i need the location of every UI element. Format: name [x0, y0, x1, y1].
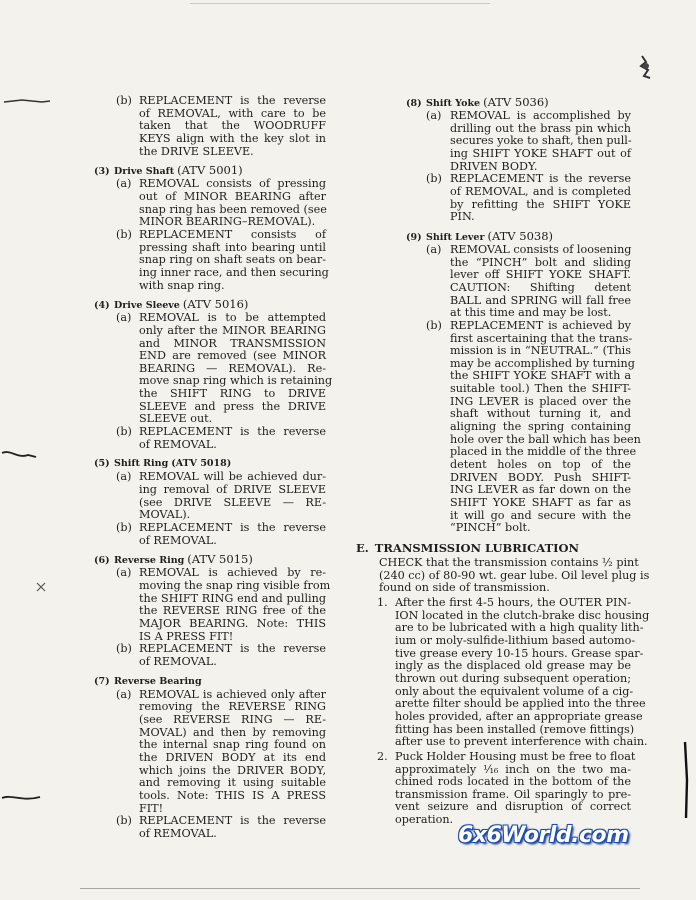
- text-line: CHECK that the transmission contains ½ pint: [379, 556, 639, 569]
- text-line: the SHIFT RING to DRIVE: [139, 387, 326, 401]
- text-line: BALL and SPRING will fall free: [450, 293, 631, 307]
- replacement-item: [356, 318, 641, 535]
- text-line: ingly as the displaced old grease may be: [395, 659, 631, 673]
- text-line: thrown out during subsequent operation;: [395, 671, 631, 685]
- replacement-item: [356, 173, 631, 224]
- item-label: (b): [116, 227, 132, 241]
- item-label: (a): [116, 177, 132, 191]
- text-line: DRIVEN BODY. Push SHIFT-: [450, 470, 631, 484]
- text-line: only after the MINOR BEARING: [139, 323, 326, 337]
- text-line: REPLACEMENT is the reverse: [139, 94, 326, 107]
- left-column: [94, 94, 333, 840]
- item-label: 1.: [377, 595, 388, 609]
- text-line: ION located in the clutch-brake disc housing: [395, 608, 650, 622]
- text-line: by refitting the SHIFT YOKE: [450, 197, 631, 211]
- section-title: Shift Ring: [114, 458, 169, 470]
- text-line: MOVAL) and then by removing: [139, 725, 326, 739]
- section-reverse-bearing: [94, 674, 326, 841]
- section-heading: [356, 95, 631, 110]
- text-line: tive grease every 10-15 hours. Grease spar-: [395, 646, 644, 660]
- section-heading: [356, 229, 631, 244]
- lubrication-step: [356, 595, 650, 749]
- text-line: REPLACEMENT is achieved by: [450, 318, 631, 332]
- text-line: the DRIVEN BODY at its end: [139, 750, 326, 764]
- text-line: transmission frame. Oil sparingly to pre-: [395, 787, 631, 801]
- text-line: moving the snap ring visible from: [139, 579, 331, 592]
- bottom-edge-rule: [80, 888, 640, 889]
- section-number: (4): [94, 300, 110, 312]
- text-line: first ascertaining that the trans-: [450, 331, 633, 345]
- removal-item: [94, 471, 326, 522]
- text-line: tools. Note: THIS IS A PRESS: [139, 788, 326, 802]
- lubrication-intro: [356, 556, 650, 595]
- removal-item: [94, 689, 326, 816]
- text-line: hole over the ball which has been: [450, 432, 641, 446]
- replacement-item: [94, 643, 326, 668]
- text-line: the “PINCH” bolt and sliding: [450, 255, 631, 269]
- text-line: After the first 4-5 hours, the OUTER PIN-: [395, 595, 631, 609]
- removal-item: [94, 178, 326, 229]
- removal-item: [356, 110, 631, 173]
- text-line: after use to prevent interference with chain.: [395, 735, 648, 749]
- removal-item: [94, 566, 331, 643]
- section-shift-ring: [94, 456, 326, 547]
- text-line: move snap ring which is retaining: [139, 374, 333, 388]
- text-line: lever off SHIFT YOKE SHAFT.: [450, 268, 631, 282]
- text-line: SLEEVE and press the DRIVE: [139, 399, 326, 413]
- section-number: (9): [406, 231, 422, 243]
- text-line: (240 cc) of 80-90 wt. gear lube. Oil level plug is: [379, 568, 650, 582]
- text-line: out of MINOR BEARING after: [139, 189, 326, 203]
- section-title: Shift Yoke: [426, 98, 481, 109]
- text-line: vent seizure and disruption of correct: [395, 800, 631, 814]
- text-line: REPLACEMENT is the reverse: [450, 172, 631, 186]
- text-line: shaft without turning it, and: [450, 407, 631, 421]
- text-line: of REMOVAL, with care to be: [139, 106, 326, 120]
- text-line: fitting has been installed (remove fittings): [395, 722, 635, 736]
- text-line: REMOVAL is to be attempted: [139, 311, 326, 325]
- text-line: ium or moly-sulfide-lithium based automo-: [395, 633, 636, 647]
- section-heading: [94, 674, 326, 689]
- text-line: holes provided, after an appropriate grease: [395, 709, 643, 723]
- text-line: only about the equivalent volume of a cig-: [395, 684, 634, 698]
- section-number: (3): [94, 166, 110, 178]
- section-transmission-lubrication: [356, 539, 650, 827]
- text-line: REPLACEMENT is the reverse: [139, 425, 326, 439]
- text-line: MAJOR BEARING. Note: THIS: [139, 616, 326, 630]
- replacement-item: [94, 227, 329, 292]
- text-line: of REMOVAL.: [139, 826, 217, 840]
- section-drive-sleeve: [94, 297, 333, 451]
- text-line: DRIVEN BODY.: [450, 159, 538, 173]
- replacement-item: [94, 426, 326, 451]
- text-line: suitable tool.) Then the SHIFT-: [450, 382, 631, 396]
- text-line: and MINOR TRANSMISSION: [139, 336, 326, 350]
- text-line: ing SHIFT YOKE SHAFT out of: [450, 146, 631, 160]
- scan-mark-left-4: [34, 580, 48, 594]
- text-line: SHIFT YOKE SHAFT as far as: [450, 496, 631, 510]
- section-title: Drive Shaft: [114, 166, 175, 178]
- text-line: snap ring on shaft seats on bear-: [139, 253, 326, 267]
- item-label: (b): [116, 521, 132, 535]
- text-line: REPLACEMENT consists of: [139, 227, 326, 241]
- text-line: REMOVAL is achieved by re-: [139, 566, 326, 580]
- text-line: IS A PRESS FIT!: [139, 629, 234, 643]
- section-shift-lever: [356, 228, 641, 535]
- section-letter: E.: [356, 541, 369, 555]
- text-line: arette filter should be applied into the three: [395, 697, 646, 711]
- section-atv-code: (ATV 5036): [483, 95, 549, 109]
- text-line: taken that the WOODRUFF: [139, 119, 326, 133]
- text-line: mission is in “NEUTRAL.” (This: [450, 344, 631, 358]
- text-line: REMOVAL will be achieved dur-: [139, 470, 326, 484]
- text-line: are to be lubricated with a high quality lith-: [395, 621, 644, 635]
- text-line: it will go and secure with the: [450, 508, 631, 522]
- text-line: the REVERSE RING free of the: [139, 604, 326, 618]
- section-atv-code: (ATV 5018): [171, 458, 232, 470]
- section-shift-yoke: [356, 95, 631, 224]
- text-line: REMOVAL consists of pressing: [139, 177, 326, 191]
- scan-mark-left-1: [2, 96, 52, 108]
- section-title: Reverse Bearing: [114, 675, 202, 687]
- text-line: chined rods located in the bottom of the: [395, 775, 631, 789]
- text-line: of REMOVAL.: [139, 654, 217, 668]
- text-line: the DRIVE SLEEVE.: [139, 144, 254, 158]
- text-line: operation.: [395, 813, 454, 827]
- section-atv-code: (ATV 5016): [182, 297, 249, 312]
- item-label: (b): [116, 642, 132, 656]
- section-title: Reverse Ring: [114, 555, 185, 567]
- text-line: of REMOVAL, and is completed: [450, 184, 631, 198]
- scan-mark-left-3: [0, 790, 44, 806]
- removal-item: [94, 311, 333, 426]
- replacement-item: [94, 522, 326, 547]
- section-title: Drive Sleeve: [114, 300, 180, 312]
- text-line: ing inner race, and then securing: [139, 265, 329, 279]
- text-line: REMOVAL is accomplished by: [450, 109, 631, 122]
- text-line: KEYS align with the key slot in: [139, 131, 326, 145]
- section-title: TRANSMISSION LUBRICATION: [374, 541, 580, 555]
- watermark-logo: 6x6World.com: [458, 823, 629, 848]
- text-line: of REMOVAL.: [139, 533, 217, 547]
- text-line: PIN.: [450, 210, 475, 224]
- text-line: at this time and may be lost.: [450, 306, 612, 320]
- text-line: REPLACEMENT is the reverse: [139, 814, 326, 828]
- section-drive-shaft: [94, 163, 329, 292]
- text-line: ING LEVER is placed over the: [450, 394, 631, 408]
- text-line: pressing shaft into bearing until: [139, 240, 326, 254]
- item-label: (a): [116, 470, 132, 484]
- text-line: placed in the middle of the three: [450, 445, 637, 459]
- text-line: REPLACEMENT is the reverse: [139, 521, 326, 535]
- text-line: the SHIFT RING end and pulling: [139, 591, 326, 605]
- text-line: END are removed (see MINOR: [139, 349, 326, 363]
- text-line: the internal snap ring found on: [139, 738, 326, 752]
- text-line: with snap ring.: [139, 278, 225, 292]
- item-label: (a): [116, 311, 132, 325]
- removal-item: [356, 244, 631, 320]
- text-line: of REMOVAL.: [139, 437, 217, 451]
- section-heading: [356, 539, 631, 557]
- text-line: Puck Holder Housing must be free to float: [395, 749, 636, 763]
- top-edge-rule: [190, 3, 490, 4]
- text-line: REPLACEMENT is the reverse: [139, 642, 326, 656]
- text-line: and removing it using suitable: [139, 776, 326, 790]
- item-label: (b): [116, 814, 132, 828]
- section-number: (5): [94, 458, 110, 470]
- text-line: the SHIFT YOKE SHAFT with a: [450, 369, 631, 383]
- item-label: 2.: [377, 749, 388, 763]
- text-line: drilling out the brass pin which: [450, 121, 631, 135]
- text-line: SLEEVE out.: [139, 412, 213, 426]
- lubrication-step: [356, 749, 636, 827]
- intro-replacement-item: [94, 95, 326, 158]
- text-line: ING LEVER as far down on the: [450, 483, 631, 497]
- section-heading: [94, 163, 326, 178]
- item-label: (b): [426, 172, 442, 186]
- text-line: snap ring has been removed (see: [139, 202, 327, 216]
- item-label: (a): [116, 566, 132, 580]
- text-line: may be accomplished by turning: [450, 356, 635, 370]
- section-atv-code: (ATV 5038): [487, 228, 553, 243]
- text-line: aligning the spring containing: [450, 420, 631, 434]
- text-line: detent holes on top of the: [450, 458, 631, 472]
- text-line: which joins the DRIVER BODY,: [139, 763, 326, 777]
- right-column: [356, 95, 650, 827]
- text-line: removing the REVERSE RING: [139, 700, 326, 714]
- section-heading: [94, 456, 326, 471]
- text-line: (see REVERSE RING — RE-: [139, 712, 326, 726]
- text-line: ing removal of DRIVE SLEEVE: [139, 483, 326, 497]
- text-line: FIT!: [139, 801, 164, 815]
- text-line: REMOVAL consists of loosening: [450, 242, 632, 256]
- item-label: (a): [426, 109, 442, 122]
- section-heading: [94, 552, 326, 567]
- scan-mark-right-edge: [680, 740, 692, 820]
- text-line: found on side of transmission.: [379, 581, 550, 595]
- item-label: (b): [116, 94, 132, 107]
- item-label: (a): [116, 687, 132, 701]
- section-number: (6): [94, 555, 110, 567]
- text-line: MINOR BEARING–REMOVAL).: [139, 215, 316, 229]
- section-reverse-ring: [94, 552, 331, 668]
- section-atv-code: (ATV 5001): [177, 163, 243, 178]
- item-label: (b): [426, 318, 442, 332]
- section-atv-code: (ATV 5015): [187, 552, 253, 567]
- item-label: (b): [116, 425, 132, 439]
- section-number: (8): [406, 98, 422, 109]
- scan-mark-left-2: [0, 445, 40, 465]
- text-line: “PINCH” bolt.: [450, 521, 531, 535]
- item-label: (a): [426, 242, 442, 256]
- text-line: MOVAL).: [139, 508, 191, 522]
- section-number: (7): [94, 675, 110, 687]
- text-line: CAUTION: Shifting detent: [450, 280, 631, 294]
- replacement-item: [94, 815, 326, 840]
- text-line: (see DRIVE SLEEVE — RE-: [139, 495, 326, 509]
- text-line: BEARING — REMOVAL). Re-: [139, 361, 326, 375]
- text-line: approximately ¹⁄₁₆ inch on the two ma-: [395, 762, 631, 776]
- section-title: Shift Lever: [426, 231, 485, 243]
- section-heading: [94, 297, 326, 312]
- scan-mark-top-right: [632, 52, 660, 82]
- text-line: REMOVAL is achieved only after: [139, 687, 326, 701]
- text-line: secures yoke to shaft, then pull-: [450, 134, 632, 148]
